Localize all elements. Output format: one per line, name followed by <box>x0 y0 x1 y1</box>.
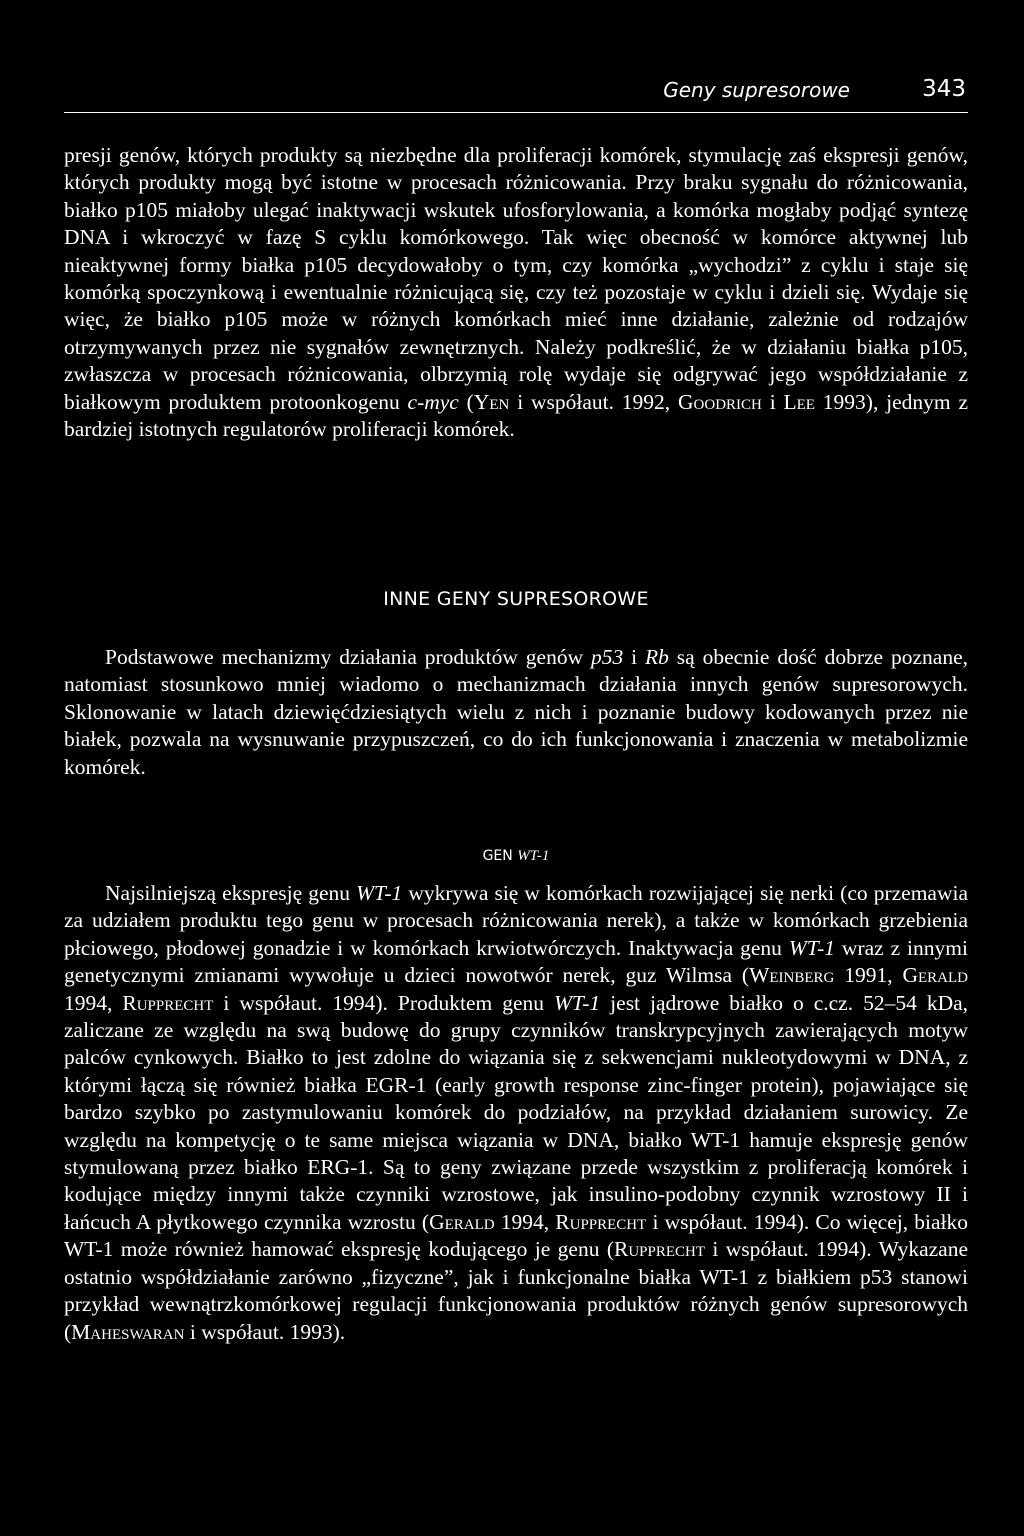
author-name: Weinberg <box>749 963 835 988</box>
author-name: Lee <box>783 389 815 414</box>
gene-name: WT-1 <box>788 935 836 960</box>
author-name: Rupprecht <box>122 990 214 1015</box>
gene-name: Rb <box>645 645 669 669</box>
paragraph-wt1: Najsilniejszą ekspresję genu WT-1 wykrywa się w komórkach rozwijającej się nerki (co przemawia za udziałem produktu tego genu w procesach różnicowania nerek), a także w komórkach grzebienia płciowego, płodowej gonadzie i w komórkach krwiotwórczych. Inaktywacja genu WT-1 wraz z innymi genetycznymi zmianami wywołuje u dzieci nowotwór nerek, guz Wilmsa (Weinberg 1991, Gerald 1994, Rupprecht i współaut. 1994). Produktem genu WT-1 jest jądrowe białko o c.cz. 52–54 kDa, zaliczane ze względu na swą budowę do grupy czynników transkrypcyjnych zawierających motyw palców cynkowych. Białko to jest zdolne do wiązania się z sekwencjami nukleotydowymi w DNA, z którymi łączą się również białka EGR-1 (early growth response zinc-finger protein), pojawiające się bardzo szybko po zastymulowaniu komórek do podziałów, na przykład działaniem surowicy. Ze względu na kompetycję o te same miejsca wiązania w DNA, białko WT-1 hamuje ekspresję genów stymulowaną przez białko ERG-1. Są to geny związane przede wszystkim z proliferacją komórek i kodujące między innymi także czynniki wzrostowe, jak insulino-podobny czynnik wzrostowy II i łańcuch A płytkowego czynnika wzrostu (Gerald 1994, Rupprecht i współaut. 1994). Co więcej, białko WT-1 może również hamować ekspresję kodującego je genu (Rupprecht i współaut. 1994). Wykazane ostatnio współdziałanie zarówno „fizyczne”, jak i funkcjonalne białka WT-1 z białkiem p53 stanowi przykład wewnątrzkomórkowej regulacji funkcjonowania produktów różnych genów supresorowych (Maheswaran i współaut. 1993). <box>64 881 969 1344</box>
gene-name: WT-1 <box>554 990 601 1015</box>
gene-name: WT-1 <box>356 881 403 905</box>
page-number: 343 <box>922 76 966 102</box>
author-name: Goodrich <box>678 389 762 414</box>
page-header <box>64 76 968 113</box>
paragraph-intro: Podstawowe mechanizmy działania produktów genów p53 i Rb są obecnie dość dobrze poznane, natomiast stosunkowo mniej wiadomo o mechanizmach działania innych genów supresorowych. Sklonowanie w latach dziewięćdziesiątych wielu z nich i poznanie budowy kodowanych przez nie białek, pozwala na wysnuwanie przypuszczeń, co do ich funkcjonowania i znaczenia w metabolizmie komórek. <box>64 645 968 779</box>
gene-name: c-myc <box>407 389 459 414</box>
author-name: Gerald <box>902 963 968 988</box>
running-title: Geny supresorowe <box>663 78 850 102</box>
author-name: Yen <box>473 389 510 414</box>
gene-name: WT-1 <box>517 848 550 864</box>
author-name: Rupprecht <box>613 1237 706 1262</box>
author-name: Maheswaran <box>71 1319 185 1344</box>
subsection-heading: GEN WT-1 <box>482 848 550 864</box>
section-heading: INNE GENY SUPRESOROWE <box>383 588 649 610</box>
author-name: Rupprecht <box>555 1209 647 1234</box>
gene-name: p53 <box>591 645 624 669</box>
paragraph-continuation: presji genów, których produkty są niezbędne dla proliferacji komórek, stymulację zaś ekspresji genów, których produkty mogą być istotne w procesach różnicowania. Przy braku sygnału do różnicowania, białko p105 miałoby ulegać inaktywacji wskutek ufosforylowania, a komórka mogłaby podjąć syntezę DNA i wkroczyć w fazę S cyklu komórkowego. Tak więc obecność w komórce aktywnej lub nieaktywnej formy białka p105 decydowałoby o tym, czy komórka „wychodzi” z cyklu i staje się komórką spoczynkową i ewentualnie różnicującą się, czy też pozostaje w cyklu i dzieli się. Wydaje się więc, że białko p105 może w różnych komórkach mieć inne działanie, zależnie od rodzajów otrzymywanych przez nie sygnałów zewnętrznych. Należy podkreślić, że w działaniu białka p105, zwłaszcza w procesach różnicowania, olbrzymią rolę wydaje się odgrywać jego współdziałanie z białkowym produktem protoonkogenu c-myc (Yen i współaut. 1992, Goodrich i Lee 1993), jednym z bardziej istotnych regulatorów proliferacji komórek. <box>64 143 968 442</box>
author-name: Gerald <box>429 1209 495 1234</box>
